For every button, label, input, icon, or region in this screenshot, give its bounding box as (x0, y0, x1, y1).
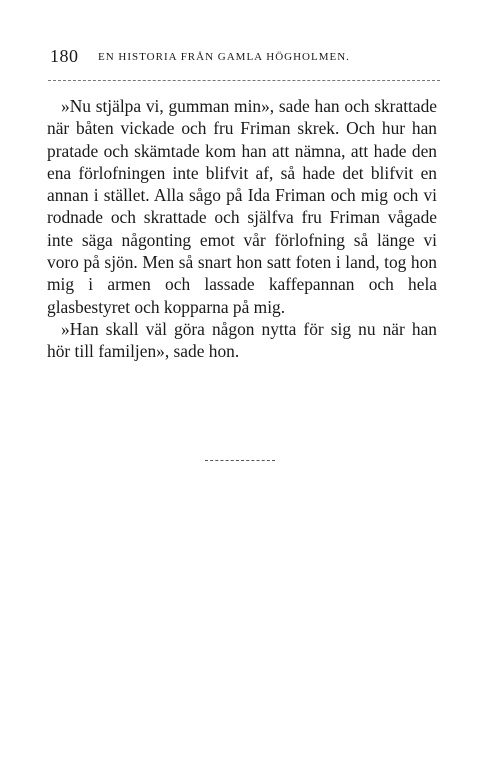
page-number: 180 (50, 46, 79, 66)
paragraph: »Han skall väl göra någon nytta för sig nu när han hör till familjen», sade hon. (47, 318, 437, 362)
running-title: EN HISTORIA FRÅN GAMLA HÖGHOLMEN. (98, 51, 350, 63)
section-end-ornament (205, 460, 275, 461)
page-header (50, 46, 442, 66)
body-text (47, 95, 437, 363)
paragraph: »Nu stjälpa vi, gumman min», sade han och skrattade när båten vickade och fru Friman skrek. Och hur han pratade och skämtade kom han att nämna, att hade den ena förlofningen inte blifvit af, så hade det blifvit en annan i stället. Alla sågo på Ida Friman och mig och vi rodnade och skrattade och själfva fru Friman vågade inte säga någonting emot vår förlofning så länge vi voro på sjön. Men så snart hon satt foten i land, tog hon mig i armen och lassade kaffepannan och hela glasbestyret och kopparna på mig. (47, 96, 437, 317)
header-rule (48, 80, 440, 81)
